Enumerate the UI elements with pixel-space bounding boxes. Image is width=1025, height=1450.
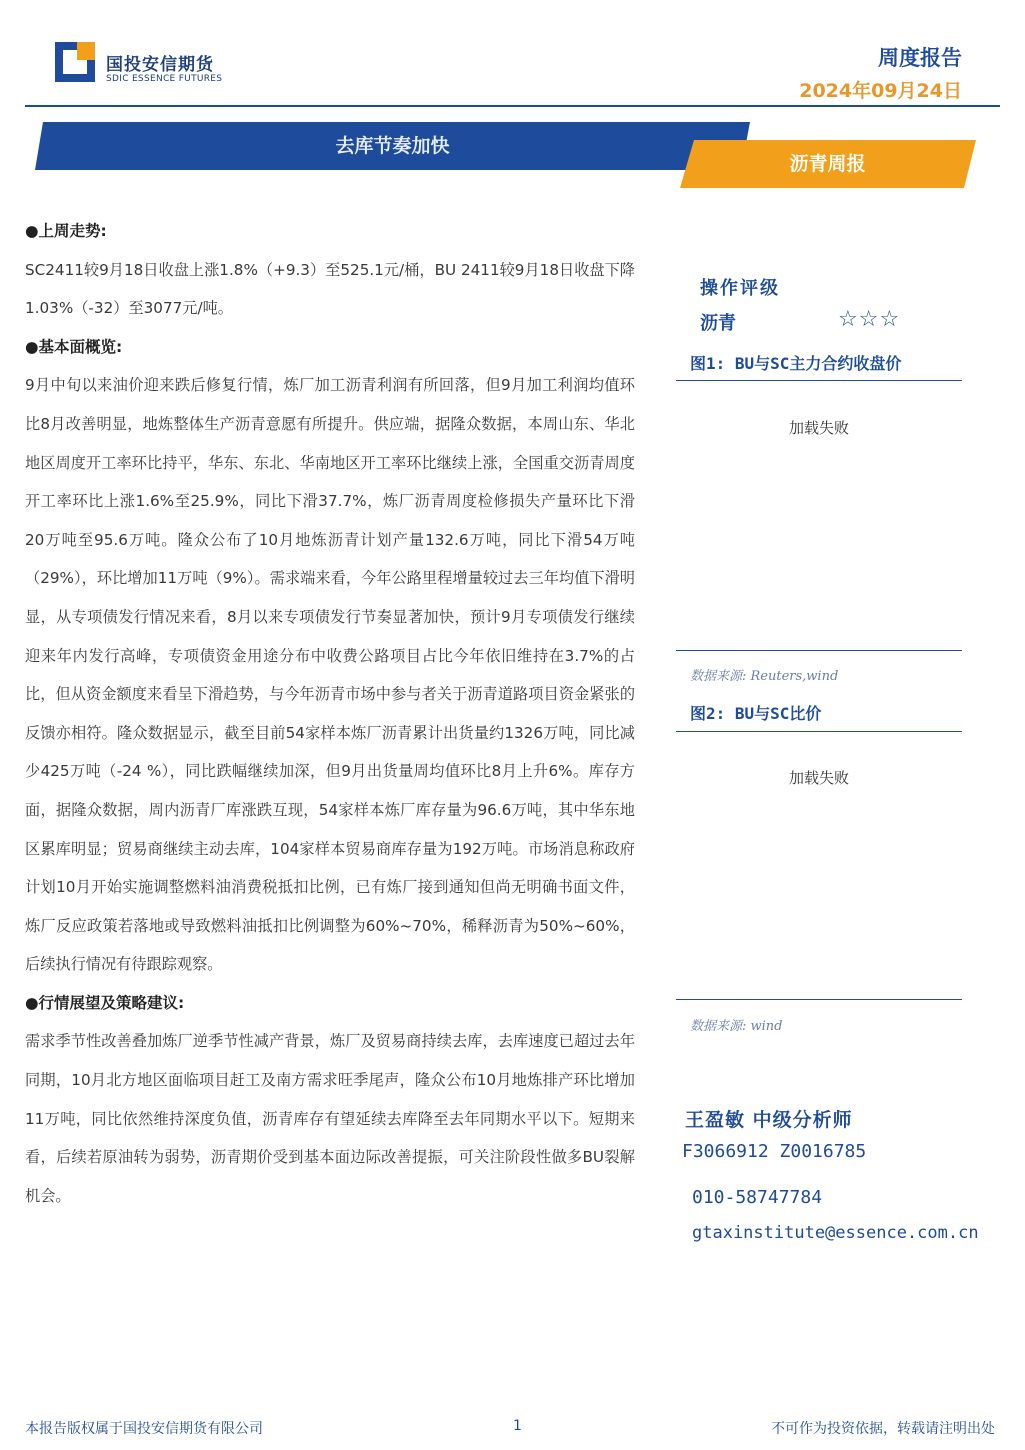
figure-1-title: 图1: BU与SC主力合约收盘价 [690, 354, 902, 373]
figure-1-source: 数据来源: Reuters,wind [690, 669, 839, 684]
rating-product: 沥青 [700, 313, 736, 334]
main-content [25, 212, 635, 1215]
footer-copyright: 本报告版权属于国投安信期货有限公司 [25, 1421, 263, 1437]
figure-1-placeholder: 加载失败 [788, 419, 849, 437]
section-heading-last-week: ●上周走势: [25, 222, 107, 240]
section-text-outlook: 需求季节性改善叠加炼厂逆季节性减产背景，炼厂及贸易商持续去库，去库速度已超过去年同期，10月北方地区面临项目赶工及南方需求旺季尾声，隆众公布10月地炼排产环比增加11万吨，同比依然维持深度负值，沥青库存有望延续去库降至去年同期水平以下。短期来看，后续若原油转为弱势，沥青期价受到基本面边际改善提振，可关注阶段性做多BU裂解机会。 [25, 1032, 635, 1205]
section-heading-outlook: ●行情展望及策略建议: [25, 993, 185, 1012]
analyst-license: F3066912 Z0016785 [682, 1141, 867, 1162]
figure-2-top-rule [676, 731, 962, 732]
report-type: 周度报告 [878, 46, 962, 70]
analyst-email[interactable]: gtaxinstitute@essence.com.cn [692, 1223, 979, 1243]
rating-stars-icon: ☆☆☆ [838, 307, 901, 332]
report-title: 去库节奏加快 [335, 135, 450, 157]
rating-title: 操作评级 [700, 278, 780, 299]
section-heading-fundamentals: ●基本面概览: [25, 337, 123, 356]
section-text-last-week: SC2411较9月18日收盘上涨1.8%（+9.3）至525.1元/桶，BU 2411较9月18日收盘下降1.03%（-32）至3077元/吨。 [25, 260, 635, 318]
figure-2-title: 图2: BU与SC比价 [690, 704, 822, 723]
header-divider [25, 105, 1000, 107]
report-date: 2024年09月24日 [799, 80, 962, 102]
figure-1-bottom-rule [676, 650, 962, 651]
analyst-phone: 010-58747784 [692, 1187, 823, 1208]
report-category: 沥青周报 [789, 153, 866, 175]
company-logo [55, 42, 95, 82]
figure-2-source: 数据来源: wind [690, 1019, 783, 1034]
footer-disclaimer: 不可作为投资依据，转载请注明出处 [771, 1421, 995, 1437]
figure-1-top-rule [676, 380, 962, 381]
figure-2-bottom-rule [676, 999, 962, 1000]
company-name-cn: 国投安信期货 [106, 55, 214, 75]
analyst-name: 王盈敏 中级分析师 [685, 1109, 853, 1131]
figure-2-placeholder: 加载失败 [788, 769, 849, 787]
company-name-en: SDIC ESSENCE FUTURES [106, 74, 223, 84]
section-text-fundamentals: 9月中旬以来油价迎来跌后修复行情，炼厂加工沥青利润有所回落，但9月加工利润均值环比8月改善明显，地炼整体生产沥青意愿有所提升。供应端，据隆众数据，本周山东、华北地区周度开工率环比持平，华东、东北、华南地区开工率环比继续上涨，全国重交沥青周度开工率环比上涨1.6%至25.9%，同比下滑37.7%，炼厂沥青周度检修损失产量环比下滑20万吨至95.6万吨。隆众公布了10月地炼沥青计划产量132.6万吨，同比下滑54万吨（29%），环比增加11万吨（9%）。需求端来看，今年公路里程增量较过去三年均值下滑明显，从专项债发行情况来看，8月以来专项债发行节奏显著加快，预计9月专项债发行继续迎来年内发行高峰，专项债资金用途分布中收费公路项目占比今年依旧维持在3.7%的占比，但从资金额度来看呈下滑趋势，与今年沥青市场中参与者关于沥青道路项目资金紧张的反馈亦相符。隆众数据显示，截至目前54家样本炼厂沥青累计出货量约1326万吨，同比减少425万吨（-24 %），同比跌幅继续加深，但9月出货量周均值环比8月上升6%。库存方面，据隆众数据，周内沥青厂库涨跌互现，54家样本炼厂库存量为96.6万吨，其中华东地区累库明显；贸易商继续主动去库，104家样本贸易商库存量为192万吨。市场消息称政府计划10月开始实施调整燃料油消费税抵扣比例，已有炼厂接到通知但尚无明确书面文件，炼厂反应政策若落地或导致燃料油抵扣比例调整为60%~70%，稀释沥青为50%~60%，后续执行情况有待跟踪观察。 [25, 376, 635, 974]
page-number: 1 [513, 1418, 522, 1434]
